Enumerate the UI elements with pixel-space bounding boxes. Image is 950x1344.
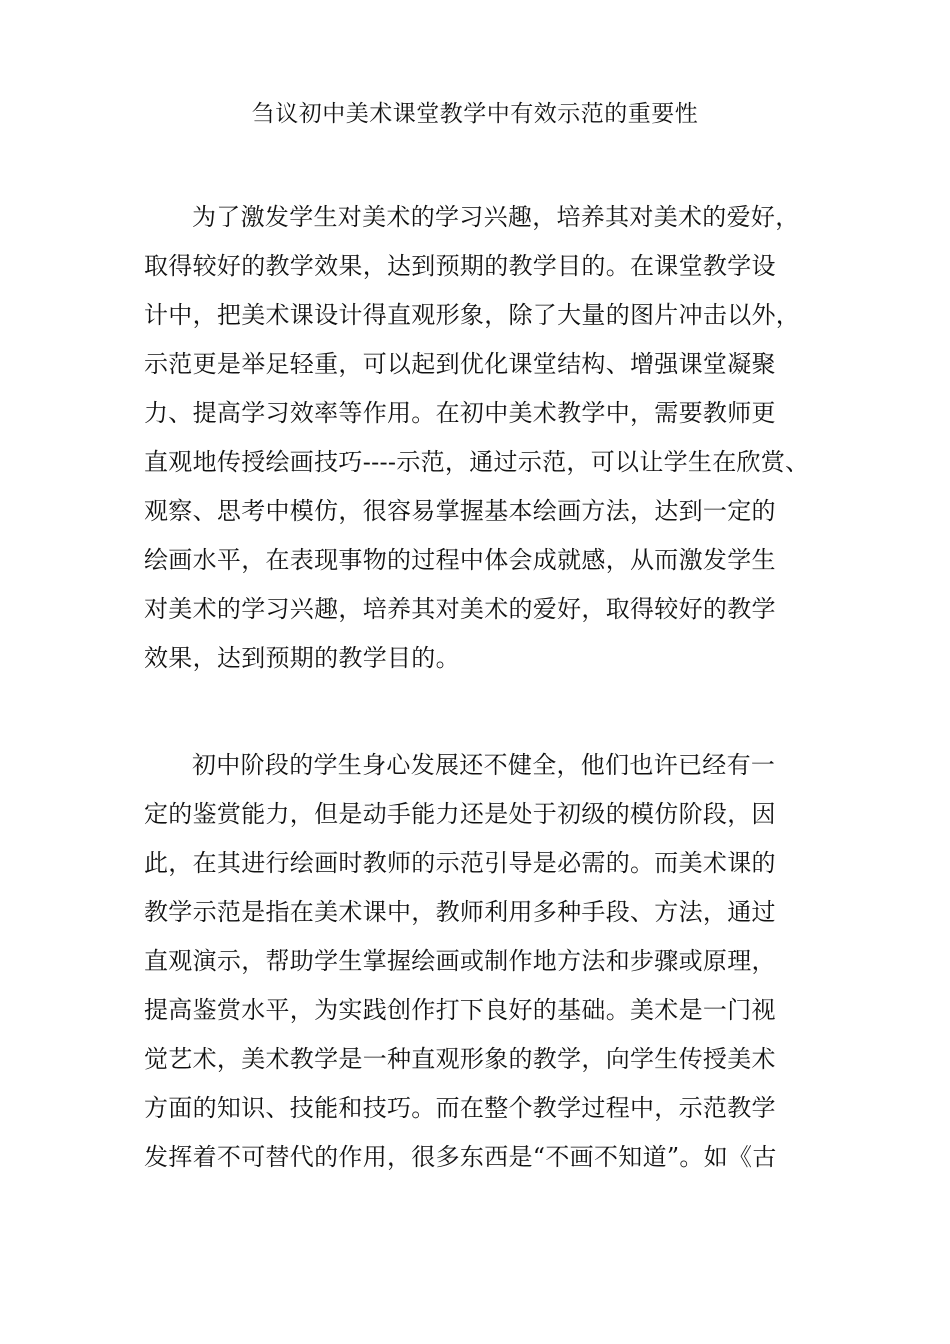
paragraph-line: 对美术的学习兴趣，培养其对美术的爱好，取得较好的教学 [144, 595, 776, 623]
paragraph-line: 绘画水平，在表现事物的过程中体会成就感，从而激发学生 [144, 546, 776, 574]
paragraph-line: 发挥着不可替代的作用，很多东西是“不画不知道”。如《古 [144, 1143, 777, 1171]
paragraph-line: 初中阶段的学生身心发展还不健全，他们也许已经有一 [192, 751, 776, 779]
paragraph-line: 取得较好的教学效果，达到预期的教学目的。在课堂教学设 [144, 252, 776, 280]
document-title: 刍议初中美术课堂教学中有效示范的重要性 [251, 101, 699, 127]
paragraph-line: 观察、思考中模仿，很容易掌握基本绘画方法，达到一定的 [144, 497, 776, 525]
paragraph-2 [144, 747, 814, 1188]
paragraph-line: 示范更是举足轻重，可以起到优化课堂结构、增强课堂凝聚 [144, 350, 776, 378]
paragraph-line: 力、提高学习效率等作用。在初中美术教学中，需要教师更 [144, 399, 776, 427]
paragraph-line: 此，在其进行绘画时教师的示范引导是必需的。而美术课的 [144, 849, 776, 877]
paragraph-line: 为了激发学生对美术的学习兴趣，培养其对美术的爱好， [192, 203, 800, 231]
paragraph-line: 定的鉴赏能力，但是动手能力还是处于初级的模仿阶段，因 [144, 800, 776, 828]
paragraph-line: 觉艺术，美术教学是一种直观形象的教学，向学生传授美术 [144, 1045, 776, 1073]
paragraph-line: 教学示范是指在美术课中，教师利用多种手段、方法，通过 [144, 898, 776, 926]
paragraph-line: 方面的知识、技能和技巧。而在整个教学过程中，示范教学 [144, 1094, 776, 1122]
paragraph-line: 提高鉴赏水平，为实践创作打下良好的基础。美术是一门视 [144, 996, 776, 1024]
paragraph-1 [144, 199, 814, 689]
paragraph-line: 计中，把美术课设计得直观形象，除了大量的图片冲击以外， [144, 301, 801, 329]
paragraph-line: 直观地传授绘画技巧----示范，通过示范，可以让学生在欣赏、 [144, 448, 810, 476]
paragraph-line: 直观演示，帮助学生掌握绘画或制作地方法和步骤或原理， [144, 947, 776, 975]
paragraph-line: 效果，达到预期的教学目的。 [144, 644, 460, 672]
